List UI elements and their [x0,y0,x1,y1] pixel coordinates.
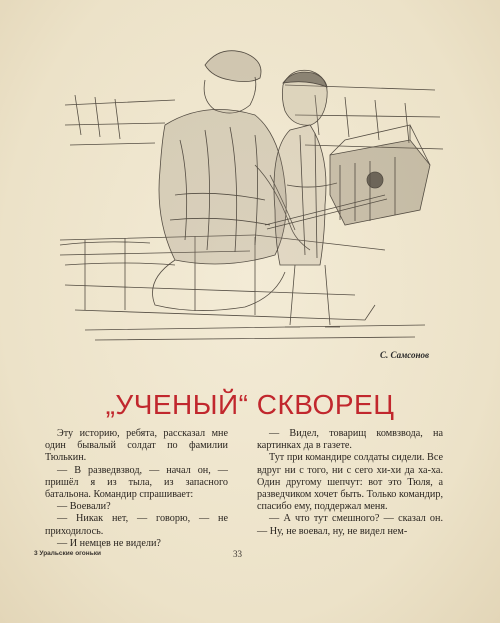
text-column-left [45,428,228,550]
paragraph: — А что тут смешного? — сказал он. — Ну, не воевал, ну, не видел нем- [257,513,443,537]
text-column-right [257,428,443,538]
paragraph: — В разведвзвод, — начал он, — пришёл я из тыла, из запасного батальона. Командир спрашивает: [45,464,228,501]
page-number: 33 [233,549,242,559]
illustration [55,45,445,345]
footer-signature: 3 Уральские огоньки [34,550,101,557]
illustrator-signature: С. Самсонов [380,350,430,360]
paragraph: — Никак нет, — говорю, — не приходилось. [45,513,228,537]
paragraph: Тут при командире солдаты сидели. Все вдруг ни с того, ни с сего хи-хи да ха-ха. Один другому шепчут: вот это Тюля, а разведчиком хочет быть. Только командир, спасибо ему, поддержал меня. [257,452,443,513]
paragraph: — И немцев не видели? [57,537,161,549]
story-title: „УЧЕНЫЙ“ СКВОРЕЦ [105,389,395,420]
paragraph: Эту историю, ребята, рассказал мне один бывалый солдат по фамилии Тюлькин. [45,428,228,464]
sketch-icon [55,45,445,345]
paragraph: — Видел, товарищ комвзвода, на картинках да в газете. [257,428,443,452]
paragraph: — Воевали? [57,501,111,513]
